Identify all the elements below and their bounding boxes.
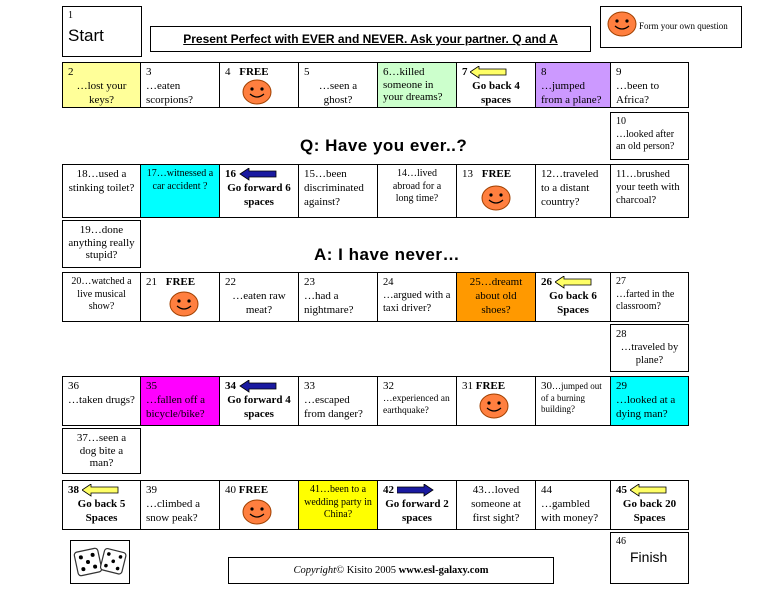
square-13 <box>456 164 536 218</box>
square-8 <box>535 62 611 108</box>
dice-icon <box>72 542 128 582</box>
square-1 <box>62 6 142 57</box>
square-text: …escaped from danger? <box>304 393 363 420</box>
square-text: …looked after an old person? <box>616 128 675 152</box>
square-25 <box>456 272 536 322</box>
square-12 <box>535 164 611 218</box>
square-43 <box>456 480 536 530</box>
square-19 <box>62 220 141 268</box>
square-text: …had a nightmare? <box>304 289 354 316</box>
square-number: 39 <box>146 484 157 496</box>
square-text: Go back 6 Spaces <box>549 289 597 316</box>
square-38 <box>62 480 141 530</box>
arrow-left-icon <box>470 66 508 79</box>
square-number: 43 <box>472 484 484 496</box>
square-text: Go back 4 spaces <box>472 79 520 106</box>
arrow-right-icon <box>397 484 435 497</box>
square-27 <box>610 272 689 322</box>
square-31 <box>456 376 536 426</box>
square-number: 19 <box>79 224 91 236</box>
smiley-icon <box>607 11 637 37</box>
square-number: 31 <box>462 380 473 392</box>
square-41 <box>298 480 378 530</box>
square-42 <box>377 480 457 530</box>
square-text: Go back 5 Spaces <box>77 497 126 524</box>
square-number: 42 <box>383 484 394 497</box>
square-40 <box>219 480 299 530</box>
square-text: Go back 20 Spaces <box>622 497 677 524</box>
square-18 <box>62 164 141 218</box>
arrow-left-icon <box>239 380 277 393</box>
square-number: 9 <box>616 66 622 78</box>
square-text: …taken drugs? <box>68 393 135 406</box>
square-text: …jumped out of a burning building? <box>541 381 602 414</box>
square-text: …eaten raw meat? <box>232 289 286 316</box>
square-text: …traveled to a distant country? <box>541 168 599 208</box>
square-text: …lived abroad for a long time? <box>392 168 442 204</box>
square-11 <box>610 164 689 218</box>
square-number: 46 <box>616 536 626 547</box>
square-44 <box>535 480 611 530</box>
square-23 <box>298 272 378 322</box>
square-number: 17 <box>146 168 157 179</box>
square-14 <box>377 164 457 218</box>
square-34 <box>219 376 299 426</box>
square-text: …been discriminated against? <box>304 168 364 208</box>
square-2 <box>62 62 141 108</box>
square-number: 3 <box>146 66 152 78</box>
square-number: 45 <box>616 484 627 497</box>
square-29 <box>610 376 689 426</box>
square-text: Go forward 6 spaces <box>227 181 291 208</box>
free-label: FREE <box>239 66 269 78</box>
square-number: 32 <box>383 380 394 392</box>
square-text: …climbed a snow peak? <box>146 497 201 524</box>
square-5 <box>298 62 378 108</box>
smiley-icon <box>479 393 509 419</box>
square-number: 18 <box>76 168 88 180</box>
square-number: 12 <box>541 168 552 180</box>
square-text: …dreamt about old shoes? <box>475 276 523 316</box>
square-number: 4 <box>225 66 231 78</box>
square-number: 30 <box>541 380 552 392</box>
square-text: …jumped from a plane? <box>541 79 602 106</box>
square-15 <box>298 164 378 218</box>
free-label: FREE <box>481 168 512 180</box>
square-number: 20 <box>71 276 82 287</box>
square-number: 22 <box>225 276 236 288</box>
square-text: …brushed your teeth with charcoal? <box>616 169 680 207</box>
square-6 <box>377 62 457 108</box>
smiley-icon <box>169 291 199 317</box>
copyright-link[interactable]: www.esl-galaxy.com <box>398 565 489 576</box>
square-3 <box>140 62 220 108</box>
square-number: 10 <box>616 116 626 127</box>
square-text: …used a stinking toilet? <box>68 168 135 194</box>
own-question-label: Form your own question <box>639 21 728 31</box>
own-question-box <box>600 6 742 48</box>
square-text: …eaten scorpions? <box>146 79 194 106</box>
start-label: Start <box>68 25 104 45</box>
square-number: 37 <box>76 432 88 444</box>
square-21 <box>140 272 220 322</box>
square-24 <box>377 272 457 322</box>
square-4 <box>219 62 299 108</box>
arrow-left-icon <box>630 484 668 497</box>
square-text: …traveled by plane? <box>620 342 679 367</box>
square-text: …experienced an earthquake? <box>383 393 450 416</box>
square-number: 35 <box>146 380 157 392</box>
square-37 <box>62 428 141 474</box>
square-number: 21 <box>146 276 157 288</box>
square-28 <box>610 324 689 372</box>
square-number: 11 <box>616 169 627 180</box>
square-number: 33 <box>304 380 315 392</box>
copyright-bar <box>228 557 554 584</box>
smiley-icon <box>481 185 511 211</box>
square-number: 23 <box>304 276 315 288</box>
square-9 <box>610 62 689 108</box>
arrow-left-icon <box>82 484 120 497</box>
square-number: 28 <box>616 329 627 340</box>
square-22 <box>219 272 299 322</box>
square-17 <box>140 164 220 218</box>
square-7 <box>456 62 536 108</box>
square-number: 14 <box>397 168 407 179</box>
square-text: …seen a ghost? <box>318 79 358 106</box>
square-number: 1 <box>68 10 73 21</box>
square-text: …been to Africa? <box>616 79 660 106</box>
square-number: 13 <box>462 168 473 180</box>
square-number: 41 <box>309 484 320 495</box>
square-number: 36 <box>68 380 79 392</box>
square-16 <box>219 164 299 218</box>
square-text: Go forward 2 spaces <box>385 497 449 524</box>
square-text: …fallen off a bicycle/bike? <box>146 393 206 420</box>
square-35 <box>140 376 220 426</box>
square-text: …been to a wedding party in China? <box>304 484 372 520</box>
square-10 <box>610 112 689 160</box>
square-text: …killed someone in your dreams? <box>383 66 443 104</box>
square-number: 5 <box>304 66 310 78</box>
square-number: 7 <box>462 66 468 79</box>
square-number: 6 <box>383 66 389 78</box>
square-number: 25 <box>469 276 481 288</box>
square-text: …lost your keys? <box>76 79 127 106</box>
square-text: …farted in the classroom? <box>616 288 675 312</box>
square-text: …gambled with money? <box>541 497 599 524</box>
square-text: …done anything really stupid? <box>68 224 135 262</box>
copyright-prefix: Copyright <box>293 565 337 576</box>
square-number: 38 <box>68 484 79 497</box>
square-30 <box>535 376 611 426</box>
square-number: 27 <box>616 276 626 287</box>
square-text: …argued with a taxi driver? <box>383 290 451 315</box>
square-text: …watched a live musical show? <box>77 276 132 312</box>
square-text: …witnessed a car accident ? <box>152 168 214 192</box>
finish-label: Finish <box>630 548 668 565</box>
square-number: 2 <box>68 66 74 78</box>
arrow-left-icon <box>239 168 277 181</box>
square-number: 8 <box>541 66 547 78</box>
square-number: 26 <box>541 276 552 289</box>
smiley-icon <box>242 79 272 105</box>
square-number: 44 <box>541 484 552 496</box>
square-number: 40 <box>225 484 236 496</box>
free-label: FREE <box>238 484 269 496</box>
square-36 <box>62 376 141 426</box>
square-number: 34 <box>225 380 236 393</box>
square-32 <box>377 376 457 426</box>
free-label: FREE <box>475 380 506 392</box>
square-46 <box>610 532 689 584</box>
copyright-text: © Kisito 2005 <box>336 565 399 576</box>
square-26 <box>535 272 611 322</box>
square-number: 16 <box>225 168 236 181</box>
free-label: FREE <box>165 276 196 288</box>
square-39 <box>140 480 220 530</box>
square-number: 15 <box>304 168 315 180</box>
square-33 <box>298 376 378 426</box>
square-number: 24 <box>383 277 394 288</box>
arrow-left-icon <box>555 276 593 289</box>
square-number: 29 <box>616 380 627 392</box>
square-text: Go forward 4 spaces <box>227 393 291 420</box>
square-20 <box>62 272 141 322</box>
dice-box <box>70 540 130 584</box>
square-text: …seen a dog bite a man? <box>79 432 127 470</box>
square-text: …looked at a dying man? <box>616 393 676 420</box>
square-text: …loved someone at first sight? <box>471 484 521 524</box>
square-45 <box>610 480 689 530</box>
page-title: Present Perfect with EVER and NEVER. Ask your partner. Q and A <box>150 26 591 52</box>
question-prompt: Q: Have you ever..? <box>300 136 468 155</box>
smiley-icon <box>242 499 272 525</box>
answer-prompt: A: I have never… <box>314 245 460 264</box>
